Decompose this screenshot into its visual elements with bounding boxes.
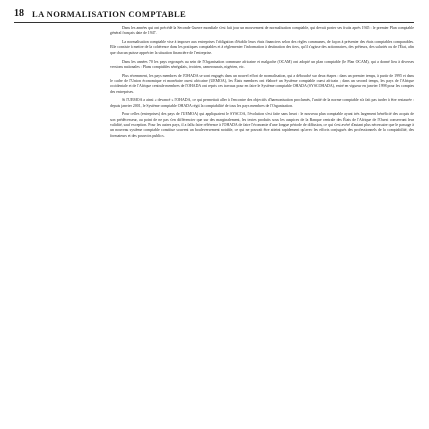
- running-title: LA NORMALISATION COMPTABLE: [32, 9, 187, 19]
- paragraph: Dans les années 70 les pays regroupés au sein de l'Organisation commune africaine et malgache (OCAM) ont adopté un plan comptable (le Plan OCAM), qui a donné lieu à diverses versions nationales : Plans comptables sénégalais, ivoirien, camerounais, nigérien, etc.: [110, 59, 414, 69]
- paragraph: Pour celles (entreprises) des pays de l'UEMOA) qui appliquaient le SYSCOA, l'évolution s'est faite sans heurt : le nouveau plan comptable ayant très largement bénéficié des acquis de son prédécesseur, au point de ne pas s'en différencier que sur des marginalement, les textes produits sous les auspices de la Banque centrale des États de l'Afrique de l'Ouest conservant leur validité, sauf exception. Pour les autres pays, il a fallu faire référence à l'OHADA de faire l'économie d'une longue période de diffusion, ce qui s'est avéré d'autant plus nécessaire que le passage à un nouveau système comptable constitue souvent un bouleversement notable, ce qui ne pouvait être atteint rapidement qu'avec les efforts conjugués des professionnels de la comptabilité, des formateurs et des pouvoirs publics.: [110, 112, 414, 138]
- paragraph: Plus récemment, les pays membres de l'OHADA se sont engagés dans un nouvel effort de normalisation, qui a débouché sur deux étapes : dans un premier temps, à partir de 1995 et dans le cadre de l'Union économique et monétaire ouest africaine (UEMOA), les États membres ont élaboré un Système comptable ouest africain ; dans un second temps, les pays de l'Afrique occidentale et de l'Afrique centrale membres de l'OHADA ont repris ces travaux pour en faire le Système comptable OHADA (SYSCOHADA), entré en vigueur en janvier 1998 pour les comptes des entreprises.: [110, 73, 414, 94]
- page-number: 18: [14, 8, 24, 19]
- paragraph: Dans les années qui ont précédé la Seconde Guerre mondiale s'est fait jour un mouvement de normalisation comptable, qui devait porter ses fruits après 1945 : le premier Plan comptable général français date de 1947.: [110, 26, 414, 36]
- body-text: [110, 26, 414, 426]
- header-rule: [14, 22, 414, 23]
- paragraph: Si l'UEMOA a ainsi « devancé » l'OHADA, ce qui permettait aller à l'encontre des objectifs d'harmonisation proclamés, l'unité de la norme comptable n'a fait pas tarder à être restaurée : depuis janvier 2001, le Système comptable OHADA régit la comptabilité de tous les pays membres de l'Organisation.: [110, 98, 414, 108]
- paragraph: La normalisation comptable vise à imposer aux entreprises l'obligation d'établir leurs états financiers selon des règles communes, de façon à présenter des états comptables comparables. Elle consiste à mettre de la cohérence dans les pratiques comptables et à réglementer l'information à destination des tiers, qu'il s'agisse des actionnaires, des prêteurs, des salariés ou de l'État, afin que chacun puisse apprécier la situation financière de l'entreprise.: [110, 40, 414, 55]
